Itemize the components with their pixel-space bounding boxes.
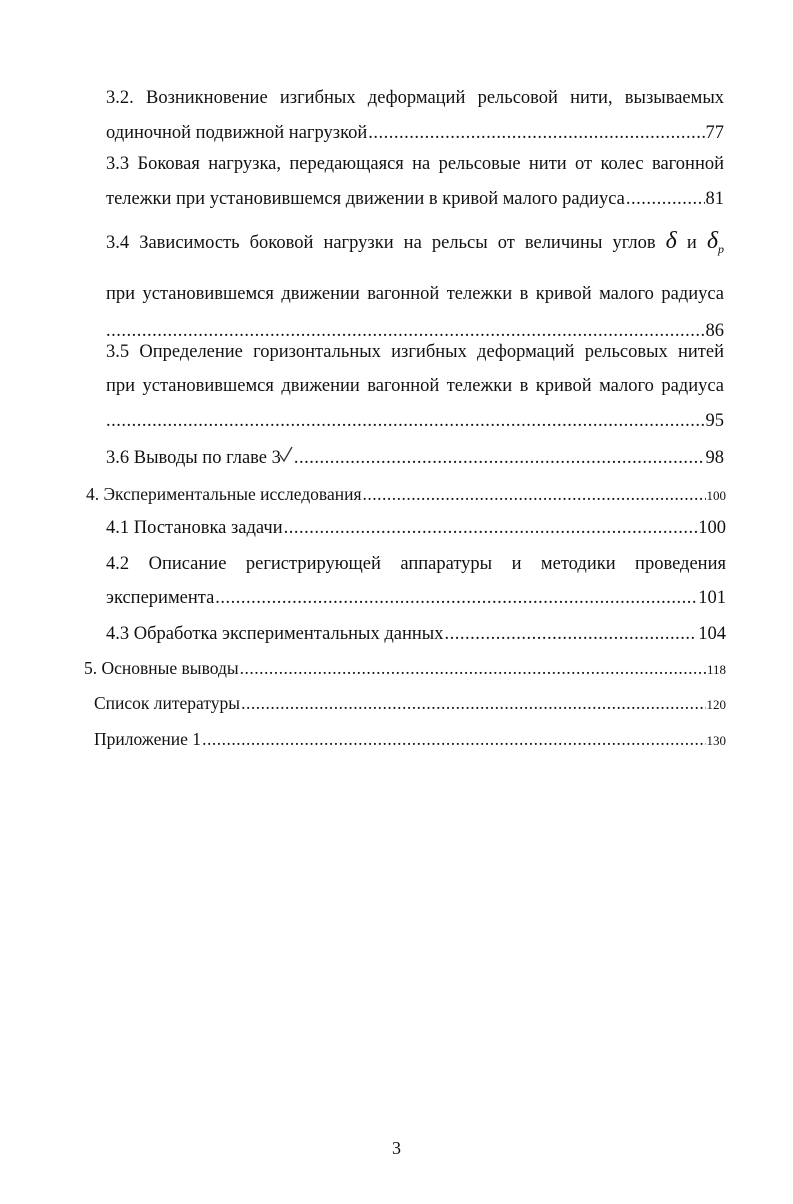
toc-entry-4-2 (106, 546, 726, 616)
toc-entry-title: 3.6 Выводы по главе 3 (106, 448, 281, 468)
toc-entry-appendix-1 (94, 721, 726, 759)
leader-dots (241, 685, 705, 721)
toc-entry-title-text: 3.4 Зависимость боковой нагрузки на рельсы от величины углов (106, 233, 656, 253)
toc-page-number: 130 (706, 733, 726, 748)
toc-entry-5 (84, 650, 726, 688)
delta-symbol: δ (665, 228, 677, 254)
toc-entry-title: Приложение 1 (94, 729, 202, 749)
toc-entry-title: 4. Экспериментальные исследования (86, 484, 362, 504)
toc-entry-4-3 (106, 616, 726, 652)
toc-page-number: 118 (706, 662, 726, 677)
leader-dots (363, 476, 706, 512)
toc-page-number: 100 (706, 488, 726, 503)
leader-dots (240, 650, 706, 686)
toc-entry-references (94, 685, 726, 723)
handwritten-mark-icon (281, 447, 293, 463)
toc-entry-title-cont: тележки при установившемся движении в кривой малого радиуса (106, 189, 625, 209)
toc-page-number: 77 (705, 123, 724, 143)
toc-page-number: 104 (698, 624, 726, 644)
conjunction: и (686, 233, 697, 253)
toc-entry-3-3 (106, 146, 724, 217)
toc-entry-3-2 (106, 80, 724, 151)
toc-entry-title-cont: при установившемся движении вагонной тележки в кривой малого радиуса (106, 376, 724, 396)
toc-entry-title-cont: при установившемся движении вагонной тележки в кривой малого радиуса (106, 284, 724, 304)
toc-entry-4 (86, 476, 726, 514)
toc-entry-title: 5. Основные выводы (84, 658, 239, 678)
leader-dots (202, 721, 705, 757)
toc-page-number: 98 (705, 448, 724, 468)
toc-entry-title: Список литературы (94, 693, 241, 713)
toc-entry-title: 4.3 Обработка экспериментальных данных (106, 624, 444, 644)
leader-dots (626, 181, 705, 217)
delta-symbol: δ (706, 228, 719, 254)
toc-entry-3-5 (106, 334, 724, 439)
toc-entry-title: 4.2 Описание регистрирующей аппаратуры и методики проведения (106, 554, 726, 574)
toc-page-number: 101 (698, 588, 726, 608)
toc-page-number: 86 (705, 321, 724, 341)
leader-dots (444, 616, 697, 652)
toc-entry-3-6 (106, 440, 724, 476)
toc-entry-title-cont: одиночной подвижной нагрузкой (106, 123, 368, 143)
toc-entry-title (106, 222, 724, 268)
toc-entry-3-4 (106, 222, 724, 349)
leader-dots (106, 403, 705, 439)
toc-entry-title: 3.5 Определение горизонтальных изгибных деформаций рельсовых нитей (106, 342, 724, 362)
toc-entry-title-cont: эксперимента (106, 588, 215, 608)
toc-page-number: 81 (705, 189, 724, 209)
toc-page-number: 100 (698, 518, 726, 538)
leader-dots (284, 510, 698, 546)
toc-entry-4-1 (106, 510, 726, 546)
toc-entry-title: 4.1 Постановка задачи (106, 518, 283, 538)
leader-dots (215, 580, 697, 616)
toc-entry-title: 3.2. Возникновение изгибных деформаций рельсовой нити, вызываемых (106, 88, 724, 108)
toc-page-number: 95 (705, 411, 724, 431)
subscript-p: p (718, 242, 725, 256)
toc-entry-title: 3.3 Боковая нагрузка, передающаяся на рельсовые нити от колес вагонной (106, 154, 724, 174)
toc-page-number: 120 (706, 697, 726, 712)
page-number: 3 (392, 1138, 401, 1158)
leader-dots (294, 440, 705, 476)
delta-p-symbol (706, 228, 725, 256)
